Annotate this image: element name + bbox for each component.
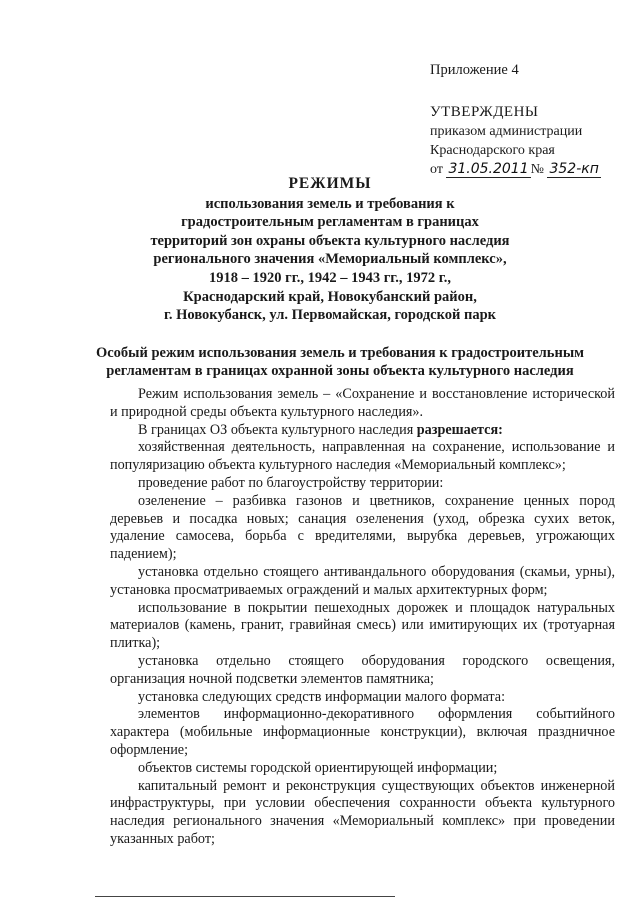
paragraph: элементов информационно-декоративного оформления событийного характера (мобильные информационные конструкции), включая праздничное оформление; bbox=[110, 706, 615, 758]
approval-stamp-block bbox=[430, 103, 601, 179]
section-heading-line: Особый режим использования земель и требования к градостроительным bbox=[95, 345, 585, 361]
paragraph: Режим использования земель – «Сохранение и восстановление исторической и природной среды объекта культурного наследия». bbox=[110, 386, 615, 420]
paragraph: использование в покрытии пешеходных дорожек и площадок натуральных материалов (камень, гранит, гравийная смесь) или имитирующих их (тротуарная плитка); bbox=[110, 599, 615, 652]
paragraph: хозяйственная деятельность, направленная на сохранение, использование и популяризацию объекта культурного наследия «Мемориальный комплекс»; bbox=[110, 439, 615, 474]
document-body bbox=[110, 386, 615, 849]
document-title: РЕЖИМЫ bbox=[288, 175, 372, 192]
section-heading-line: регламентам в границах охранной зоны объекта культурного наследия bbox=[106, 362, 574, 379]
title-line: регионального значения «Мемориальный комплекс», bbox=[153, 251, 507, 268]
paragraph: установка отдельно стоящего оборудования городского освещения, организация ночной подсветки элементов памятника; bbox=[110, 652, 615, 687]
paragraph bbox=[110, 422, 615, 440]
title-line: Краснодарский край, Новокубанский район, bbox=[183, 288, 477, 305]
paragraph: объектов системы городской ориентирующей информации; bbox=[138, 759, 498, 776]
appendix-label: Приложение 4 bbox=[430, 62, 519, 78]
title-line: территорий зон охраны объекта культурного наследия bbox=[150, 232, 510, 249]
approved-line-2: Краснодарского края bbox=[430, 143, 555, 158]
section-heading bbox=[90, 345, 590, 380]
paragraph: проведение работ по благоустройству территории: bbox=[138, 474, 444, 491]
paragraph-text: В границах ОЗ объекта культурного наследия bbox=[138, 421, 417, 438]
approved-line-1: приказом администрации bbox=[430, 124, 583, 139]
handwritten-number: 352-кп bbox=[549, 161, 599, 177]
approved-title: УТВЕРЖДЕНЫ bbox=[430, 104, 539, 120]
emphasis-text: разрешается: bbox=[416, 421, 503, 438]
handwritten-date: 31.05.2011 bbox=[448, 161, 529, 177]
date-prefix: от bbox=[430, 162, 443, 177]
title-line: использования земель и требования к bbox=[205, 195, 455, 212]
paragraph: озеленение – разбивка газонов и цветников, сохранение ценных пород деревьев и посадка новых; санация озеленения (уход, обрезка сухих веток, удаление самосева, борьба с вредителями, вырубка деревьев, угрожающих падением); bbox=[110, 492, 615, 563]
paragraph: установка отдельно стоящего антивандального оборудования (скамьи, урны), установка просматриваемых ограждений и малых архитектурных форм; bbox=[110, 563, 615, 598]
footer-divider bbox=[95, 896, 395, 897]
number-prefix: № bbox=[530, 162, 544, 177]
paragraph: капитальный ремонт и реконструкция существующих объектов инженерной инфраструктуры, при условии обеспечения сохранности объекта культурного наследия регионального значения «Мемориальный комплекс» при проведении указанных работ; bbox=[110, 777, 615, 847]
document-title-block bbox=[120, 175, 540, 325]
title-line: г. Новокубанск, ул. Первомайская, городской парк bbox=[163, 307, 497, 324]
title-line: градостроительным регламентам в границах bbox=[181, 214, 479, 231]
title-line: 1918 – 1920 гг., 1942 – 1943 гг., 1972 г., bbox=[209, 269, 451, 286]
paragraph: установка следующих средств информации малого формата: bbox=[138, 688, 506, 705]
